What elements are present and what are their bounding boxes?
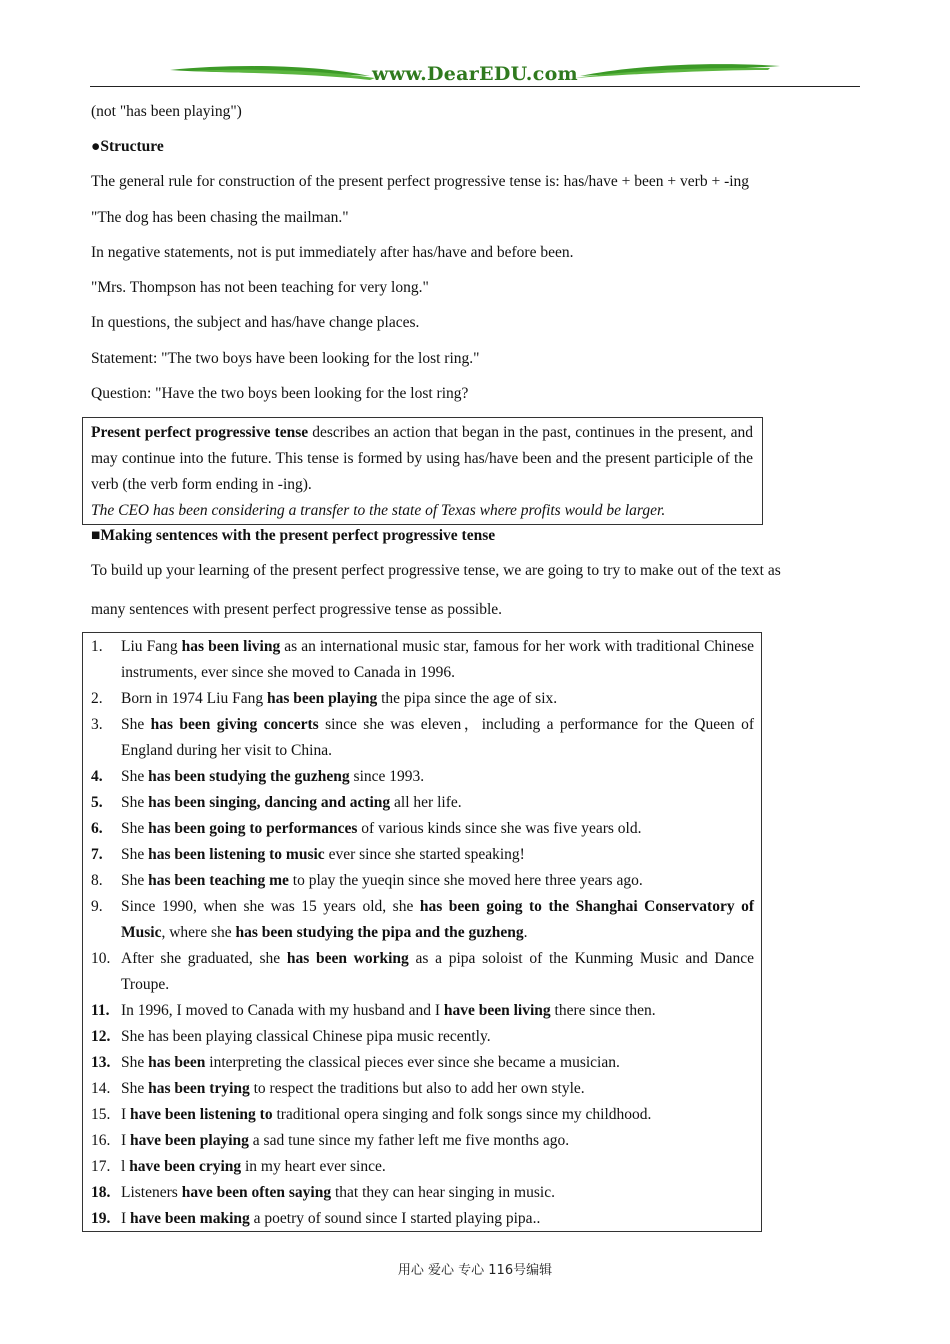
intro-line: many sentences with present perfect progressive tense as possible.: [91, 601, 503, 618]
sentence-text: there since then.: [550, 1002, 656, 1019]
sentence-item: [83, 686, 761, 712]
sentence-number: 8.: [91, 872, 103, 889]
sentence-number: 4.: [91, 768, 103, 785]
sentence-text: Liu Fang: [121, 638, 182, 655]
sentence-text: Born in 1974 Liu Fang: [121, 690, 267, 707]
text-line: (not "has been playing"): [91, 103, 242, 120]
sentence-item: [83, 1102, 761, 1128]
sentence-number: 18.: [91, 1184, 111, 1201]
definition-box: [82, 417, 763, 525]
sentence-text: since she was eleven，including a performance for the Queen of England during her visit to China.: [121, 716, 755, 759]
sentence-number: 12.: [91, 1028, 111, 1045]
sentence-number: 17.: [91, 1158, 111, 1175]
sentence-text: After she graduated, she: [121, 950, 287, 967]
sentence-item: [83, 1024, 761, 1050]
sentence-text: l: [121, 1158, 130, 1175]
sentence-text: Listeners: [121, 1184, 182, 1201]
sentence-number: 13.: [91, 1054, 111, 1071]
sentence-text: She has been playing classical Chinese pipa music recently.: [121, 1028, 491, 1045]
site-logo-text[interactable]: www.DearEDU.com: [372, 63, 578, 85]
verb-phrase: has been living: [181, 638, 281, 655]
text-line: In questions, the subject and has/have change places.: [91, 314, 420, 331]
sentence-list: [83, 634, 761, 1232]
sentence-item: [83, 764, 761, 790]
text-line: Statement: "The two boys have been looking for the lost ring.": [91, 350, 480, 367]
sentence-number: 15.: [91, 1106, 111, 1123]
example-line: "The dog has been chasing the mailman.": [91, 209, 349, 226]
definition-term: Present perfect progressive tense: [91, 424, 309, 441]
sentence-text: interpreting the classical pieces ever since she became a musician.: [205, 1054, 620, 1071]
sentence-text: She: [121, 1080, 149, 1097]
verb-phrase: has been giving concerts: [150, 716, 319, 733]
sentence-text: to respect the traditions but also to add her own style.: [249, 1080, 585, 1097]
sentence-number: 19.: [91, 1210, 111, 1227]
verb-phrase: has been singing, dancing and acting: [148, 794, 391, 811]
sentence-text: as an international music star, famous for her work with traditional Chinese instruments, ever since she moved to Canada in 1996.: [121, 638, 754, 681]
sentence-text: She: [121, 872, 149, 889]
sentence-item: [83, 1076, 761, 1102]
verb-phrase: has been going to the Shanghai Conservatory of Music: [121, 898, 755, 941]
example-line: "Mrs. Thompson has not been teaching for very long.": [91, 279, 429, 296]
sentence-item: [83, 946, 761, 998]
sentence-text: in my heart ever since.: [241, 1158, 386, 1175]
sentence-text: In 1996, I moved to Canada with my husband and I: [121, 1002, 444, 1019]
sentence-item: [83, 868, 761, 894]
sentence-text: She: [121, 820, 149, 837]
verb-phrase: have been making: [130, 1210, 250, 1227]
sentence-item: [83, 1180, 761, 1206]
verb-phrase: has been listening to music: [148, 846, 325, 863]
text-line: In negative statements, not is put immediately after has/have and before been.: [91, 244, 574, 261]
verb-phrase: have been crying: [129, 1158, 242, 1175]
sentence-text: a sad tune since my father left me five months ago.: [248, 1132, 570, 1149]
sentence-number: 1.: [91, 638, 103, 655]
sentence-item: [83, 790, 761, 816]
verb-phrase: has been going to performances: [148, 820, 358, 837]
sentence-item: [83, 816, 761, 842]
sentence-item: [83, 842, 761, 868]
sentence-text: to play the yueqin since she moved here three years ago.: [288, 872, 643, 889]
sentence-item: [83, 894, 761, 946]
sentence-text: I: [121, 1132, 131, 1149]
sentence-text: traditional opera singing and folk songs since my childhood.: [272, 1106, 652, 1123]
sentence-text: since 1993.: [349, 768, 425, 785]
sentence-item: [83, 1154, 761, 1180]
sentence-text: I: [121, 1210, 131, 1227]
sentence-text: She: [121, 794, 149, 811]
sentence-text: of various kinds since she was five years old.: [357, 820, 642, 837]
definition-text: describes an action that began in the past, continues in the present, and may continue into the future. This tense is formed by using has/have been and the present participle of the verb (the verb form ending in -ing).: [91, 424, 753, 493]
verb-phrase: has been studying the guzheng: [148, 768, 350, 785]
intro-line: To build up your learning of the present perfect progressive tense, we are going to try to make out of the text as: [91, 562, 781, 579]
sentence-text: a poetry of sound since I started playing pipa..: [249, 1210, 541, 1227]
sentence-number: 10.: [91, 950, 111, 967]
sentence-text: .: [523, 924, 528, 941]
sentence-number: 3.: [91, 716, 103, 733]
verb-phrase: has been trying: [148, 1080, 250, 1097]
structure-heading: ●Structure: [91, 138, 164, 155]
sentence-number: 14.: [91, 1080, 111, 1097]
sentence-item: [83, 1050, 761, 1076]
sentence-number: 9.: [91, 898, 103, 915]
sentence-item: [83, 712, 761, 764]
sentence-item: [83, 1128, 761, 1154]
sentence-item: [83, 998, 761, 1024]
sentence-text: She: [121, 716, 151, 733]
making-sentences-heading: ■Making sentences with the present perfect progressive tense: [91, 527, 496, 544]
text-line: The general rule for construction of the present perfect progressive tense is: has/have + been + verb + -ing: [91, 173, 750, 190]
sentences-box: [82, 632, 762, 1232]
sentence-number: 6.: [91, 820, 103, 837]
verb-phrase: have been listening to: [130, 1106, 273, 1123]
sentence-text: , where she: [161, 924, 236, 941]
sentence-text: She: [121, 768, 149, 785]
sentence-text: the pipa since the age of six.: [377, 690, 558, 707]
sentence-text: I: [121, 1106, 131, 1123]
page-header: [90, 62, 860, 90]
sentence-item: [83, 634, 761, 686]
sentence-number: 5.: [91, 794, 103, 811]
page-footer: 用心 爱心 专心 116号编辑: [397, 1263, 553, 1278]
sentence-number: 11.: [91, 1002, 110, 1019]
sentence-item: [83, 1206, 761, 1232]
verb-phrase: has been working: [286, 950, 409, 967]
sentence-number: 2.: [91, 690, 103, 707]
sentence-number: 16.: [91, 1132, 111, 1149]
sentence-text: She: [121, 1054, 149, 1071]
verb-phrase: has been studying the pipa and the guzheng: [235, 924, 524, 941]
sentence-text: ever since she started speaking!: [324, 846, 525, 863]
text-line: Question: "Have the two boys been looking for the lost ring?: [91, 385, 469, 402]
verb-phrase: have been living: [443, 1002, 551, 1019]
header-rule: [90, 86, 860, 87]
verb-phrase: has been: [148, 1054, 206, 1071]
sentence-text: She: [121, 846, 149, 863]
sentence-text: that they can hear singing in music.: [331, 1184, 555, 1201]
sentence-text: as a pipa soloist of the Kunming Music and Dance Troupe.: [121, 950, 754, 993]
verb-phrase: has been teaching me: [148, 872, 289, 889]
verb-phrase: have been often saying: [181, 1184, 332, 1201]
sentence-text: Since 1990, when she was 15 years old, she: [121, 898, 420, 915]
verb-phrase: have been playing: [130, 1132, 249, 1149]
sentence-text: all her life.: [390, 794, 462, 811]
verb-phrase: has been playing: [266, 690, 378, 707]
definition-example: The CEO has been considering a transfer to the state of Texas where profits would be larger.: [91, 502, 666, 519]
sentence-number: 7.: [91, 846, 103, 863]
